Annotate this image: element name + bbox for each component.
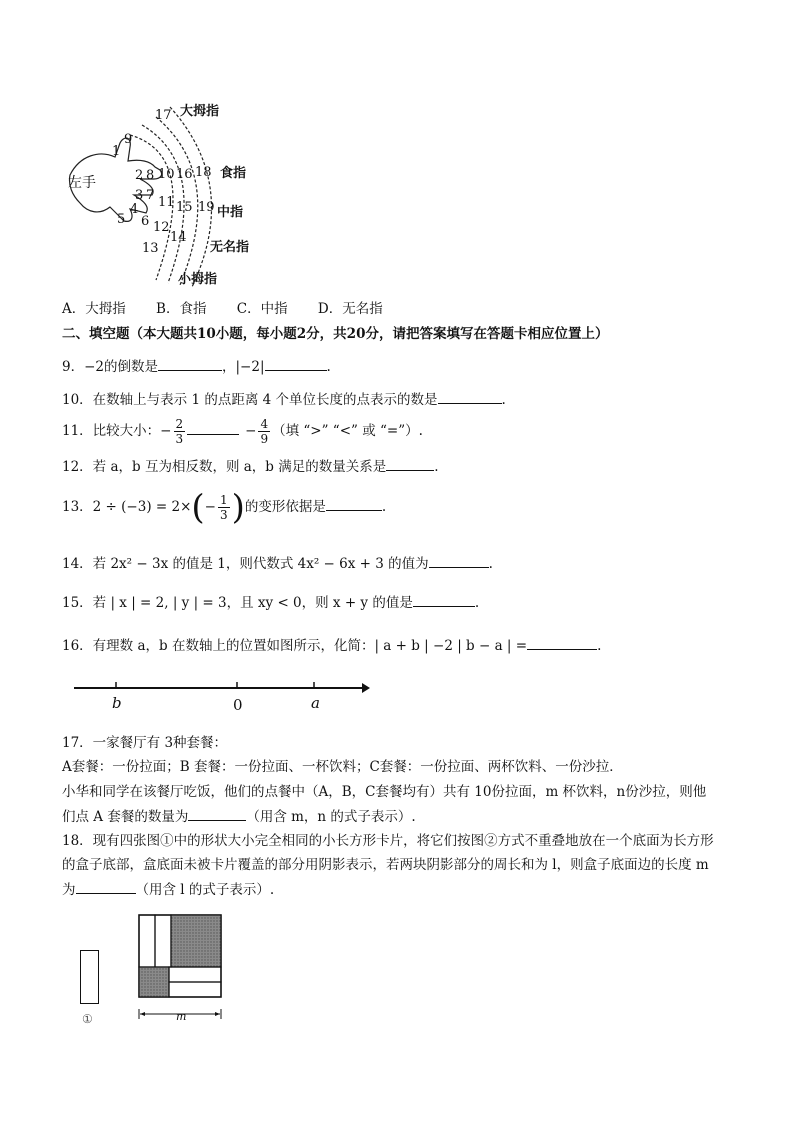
q13-paren-open: ( [191,487,205,528]
finger-label-thumb: 大拇指 [180,104,220,119]
hand-drawing [60,95,280,290]
finger-arc-4 [170,107,212,287]
q8-options [62,299,383,319]
finger-label-index: 食指 [220,166,247,181]
hand-figure [60,95,280,290]
num-9: 9 [124,132,133,147]
q11-fraction-1 [174,417,186,446]
q12-end: . [434,459,439,475]
q11-f2-den: 9 [260,432,269,446]
num-10: 10 [158,167,175,182]
q10-end: . [501,392,506,408]
figure-1-mark: ① [82,1012,93,1026]
q18-line3 [62,879,274,900]
q17-line1: 17．一家餐厅有 3种套餐： [62,735,228,751]
q11-post: （填 “>” “<” 或 “=”）. [272,423,423,439]
q9-blank-2[interactable] [265,356,327,371]
num-12: 12 [153,220,170,235]
q9 [62,356,331,377]
shaded-region-2 [139,967,169,997]
num-14: 14 [170,230,187,245]
q13-f-den: 3 [219,508,228,522]
q12 [62,456,439,477]
q16-blank[interactable] [527,635,597,650]
q12-text: 12．若 a，b 互为相反数，则 a，b 满足的数量关系是 [62,459,387,475]
finger-label-middle: 中指 [217,205,244,220]
q10 [62,389,506,410]
numberline-a: a [311,694,320,712]
q14 [62,553,493,574]
shaded-region-1 [171,915,221,967]
q15-text: 15．若 | x | = 2, | y | = 3，且 xy < 0，则 x + y 的值是 [62,595,413,611]
num-3: 3 [135,188,144,203]
q11-f2-num: 4 [260,417,269,431]
q15 [62,592,479,613]
num-5: 5 [117,212,126,227]
q18-line3-pre: 为 [62,882,76,898]
q9-abs: |−2| [235,359,265,375]
num-18: 18 [195,165,212,180]
q16-text: 16．有理数 a，b 在数轴上的位置如图所示，化简：| a + b | −2 | b − a | = [62,638,528,654]
q9-end: . [326,359,331,375]
q16-end: . [597,638,602,654]
num-17: 17 [155,108,172,123]
q16 [62,635,601,656]
q13-paren-close: ) [231,487,245,528]
q18-line3-post: （用含 l 的式子表示）. [135,882,275,898]
hand-label: 左手 [68,175,96,191]
q17-line2: A套餐：一份拉面；B 套餐：一份拉面、一杯饮料；C套餐：一份拉面、两杯饮料、一份沙拉． [62,759,623,775]
q13-end: . [381,499,387,515]
q9-blank-1[interactable] [158,356,222,371]
num-13: 13 [142,241,159,256]
q13-blank[interactable] [326,496,382,511]
num-7: 7 [146,188,155,203]
q13-minus: − [204,499,216,515]
q9-text: 9．−2的倒数是 [62,359,158,375]
q17-line4-pre: 们点 A 套餐的数量为 [62,809,189,825]
q14-text: 14．若 2x² − 3x 的值是 1，则代数式 4x² − 6x + 3 的值为 [62,556,429,572]
q12-blank[interactable] [386,456,434,471]
q15-blank[interactable] [413,592,475,607]
option-c: C．中指 [236,301,288,317]
q11-mid: − [245,423,257,439]
numberline-b: b [112,694,122,712]
figure-1-card [80,950,99,1004]
figure-2-m-label: m [176,1010,187,1023]
q18-blank[interactable] [76,879,136,894]
q11-fraction-2 [258,417,270,446]
figure-2-drawing [138,914,222,998]
num-15: 15 [176,200,193,215]
q17-line4 [62,806,416,827]
section2-title: 二、填空题（本大题共10小题，每小题2分，共20分，请把答案填写在答题卡相应位置上） [62,326,609,342]
q17-line4-post: （用含 m，n 的式子表示）. [246,809,416,825]
num-2: 2 [135,168,144,183]
num-11: 11 [158,195,175,210]
option-a: A．大拇指 [62,301,126,317]
figure-2-box [138,914,222,998]
q13-post: 的变形依据是 [244,499,326,515]
q18-line1: 18．现有四张图①中的形状大小完全相同的小长方形卡片，将它们按图②方式不重叠地放在一个底面为长方形 [62,833,714,849]
option-d: D．无名指 [317,301,383,317]
q14-end: . [488,556,493,572]
numberline-zero: 0 [233,696,243,714]
q11-f1-num: 2 [175,417,184,431]
q11-pre: 11．比较大小：− [62,423,172,439]
q15-end: . [474,595,480,611]
num-8: 8 [146,168,155,183]
num-1: 1 [112,144,121,159]
q17-line3: 小华和同学在该餐厅吃饭，他们的点餐中（A，B，C套餐均有）共有 10份拉面，m 杯饮料，n份沙拉，则他 [62,784,707,800]
num-16: 16 [176,167,193,182]
q13 [62,484,386,531]
finger-label-pinky: 小拇指 [178,272,218,287]
q13-f-num: 1 [219,493,228,507]
option-b: B．食指 [156,301,207,317]
q18-line2: 的盒子底部，盒底面未被卡片覆盖的部分用阴影表示，若两块阴影部分的周长和为 l，则盒子底面边的长度 m [62,857,709,873]
q10-blank[interactable] [438,389,502,404]
num-4: 4 [130,202,139,217]
q14-blank[interactable] [429,553,489,568]
q13-fraction [218,493,230,522]
q10-text: 10．在数轴上与表示 1 的点距离 4 个单位长度的点表示的数是 [62,392,438,408]
q13-pre: 13．2 ÷ (−3) = 2× [62,499,192,515]
q17-blank[interactable] [188,806,246,821]
num-19: 19 [198,200,215,215]
num-6: 6 [141,214,150,229]
finger-label-ring: 无名指 [210,240,250,255]
q9-comma: ， [222,359,236,375]
q11 [62,414,423,448]
q11-blank[interactable] [187,420,239,435]
q11-f1-den: 3 [175,432,184,446]
